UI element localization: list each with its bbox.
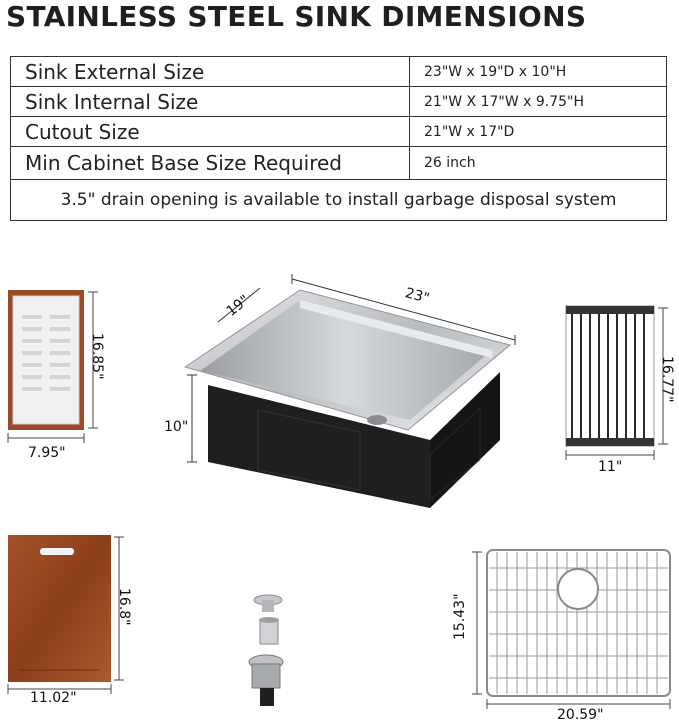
cutting-board-height-label: 16.8" [116, 588, 132, 626]
spec-value: 21"W x 17"D [410, 117, 667, 147]
sink-height-label: 10" [164, 419, 189, 435]
spec-label: Sink External Size [11, 57, 410, 87]
spec-value: 21"W X 17"W x 9.75"H [410, 87, 667, 117]
roll-rack-illustration [566, 306, 668, 460]
spec-label: Cutout Size [11, 117, 410, 147]
spec-label: Min Cabinet Base Size Required [11, 147, 410, 180]
colander-width-label: 7.95" [28, 445, 66, 461]
drain-note: 3.5" drain opening is available to install garbage disposal system [11, 180, 667, 221]
sink-width-label: 23" [403, 285, 431, 307]
roll-rack-height-label: 16.77" [659, 356, 675, 403]
drain-parts-illustration [249, 595, 283, 706]
cutting-board-width-label: 11.02" [30, 690, 77, 706]
page-title: STAINLESS STEEL SINK DIMENSIONS [6, 0, 587, 33]
colander-height-label: 16.85" [89, 333, 105, 380]
sink-depth-label: 19" [223, 292, 253, 320]
roll-rack-width-label: 11" [598, 459, 623, 475]
cutting-board-illustration [8, 535, 124, 694]
grid-width-label: 20.59" [557, 707, 604, 723]
spec-value: 26 inch [410, 147, 667, 180]
grid-height-label: 15.43" [452, 593, 468, 640]
spec-value: 23"W x 19"D x 10"H [410, 57, 667, 87]
spec-label: Sink Internal Size [11, 87, 410, 117]
colander-illustration [8, 290, 98, 443]
bottom-grid-illustration [472, 550, 670, 709]
